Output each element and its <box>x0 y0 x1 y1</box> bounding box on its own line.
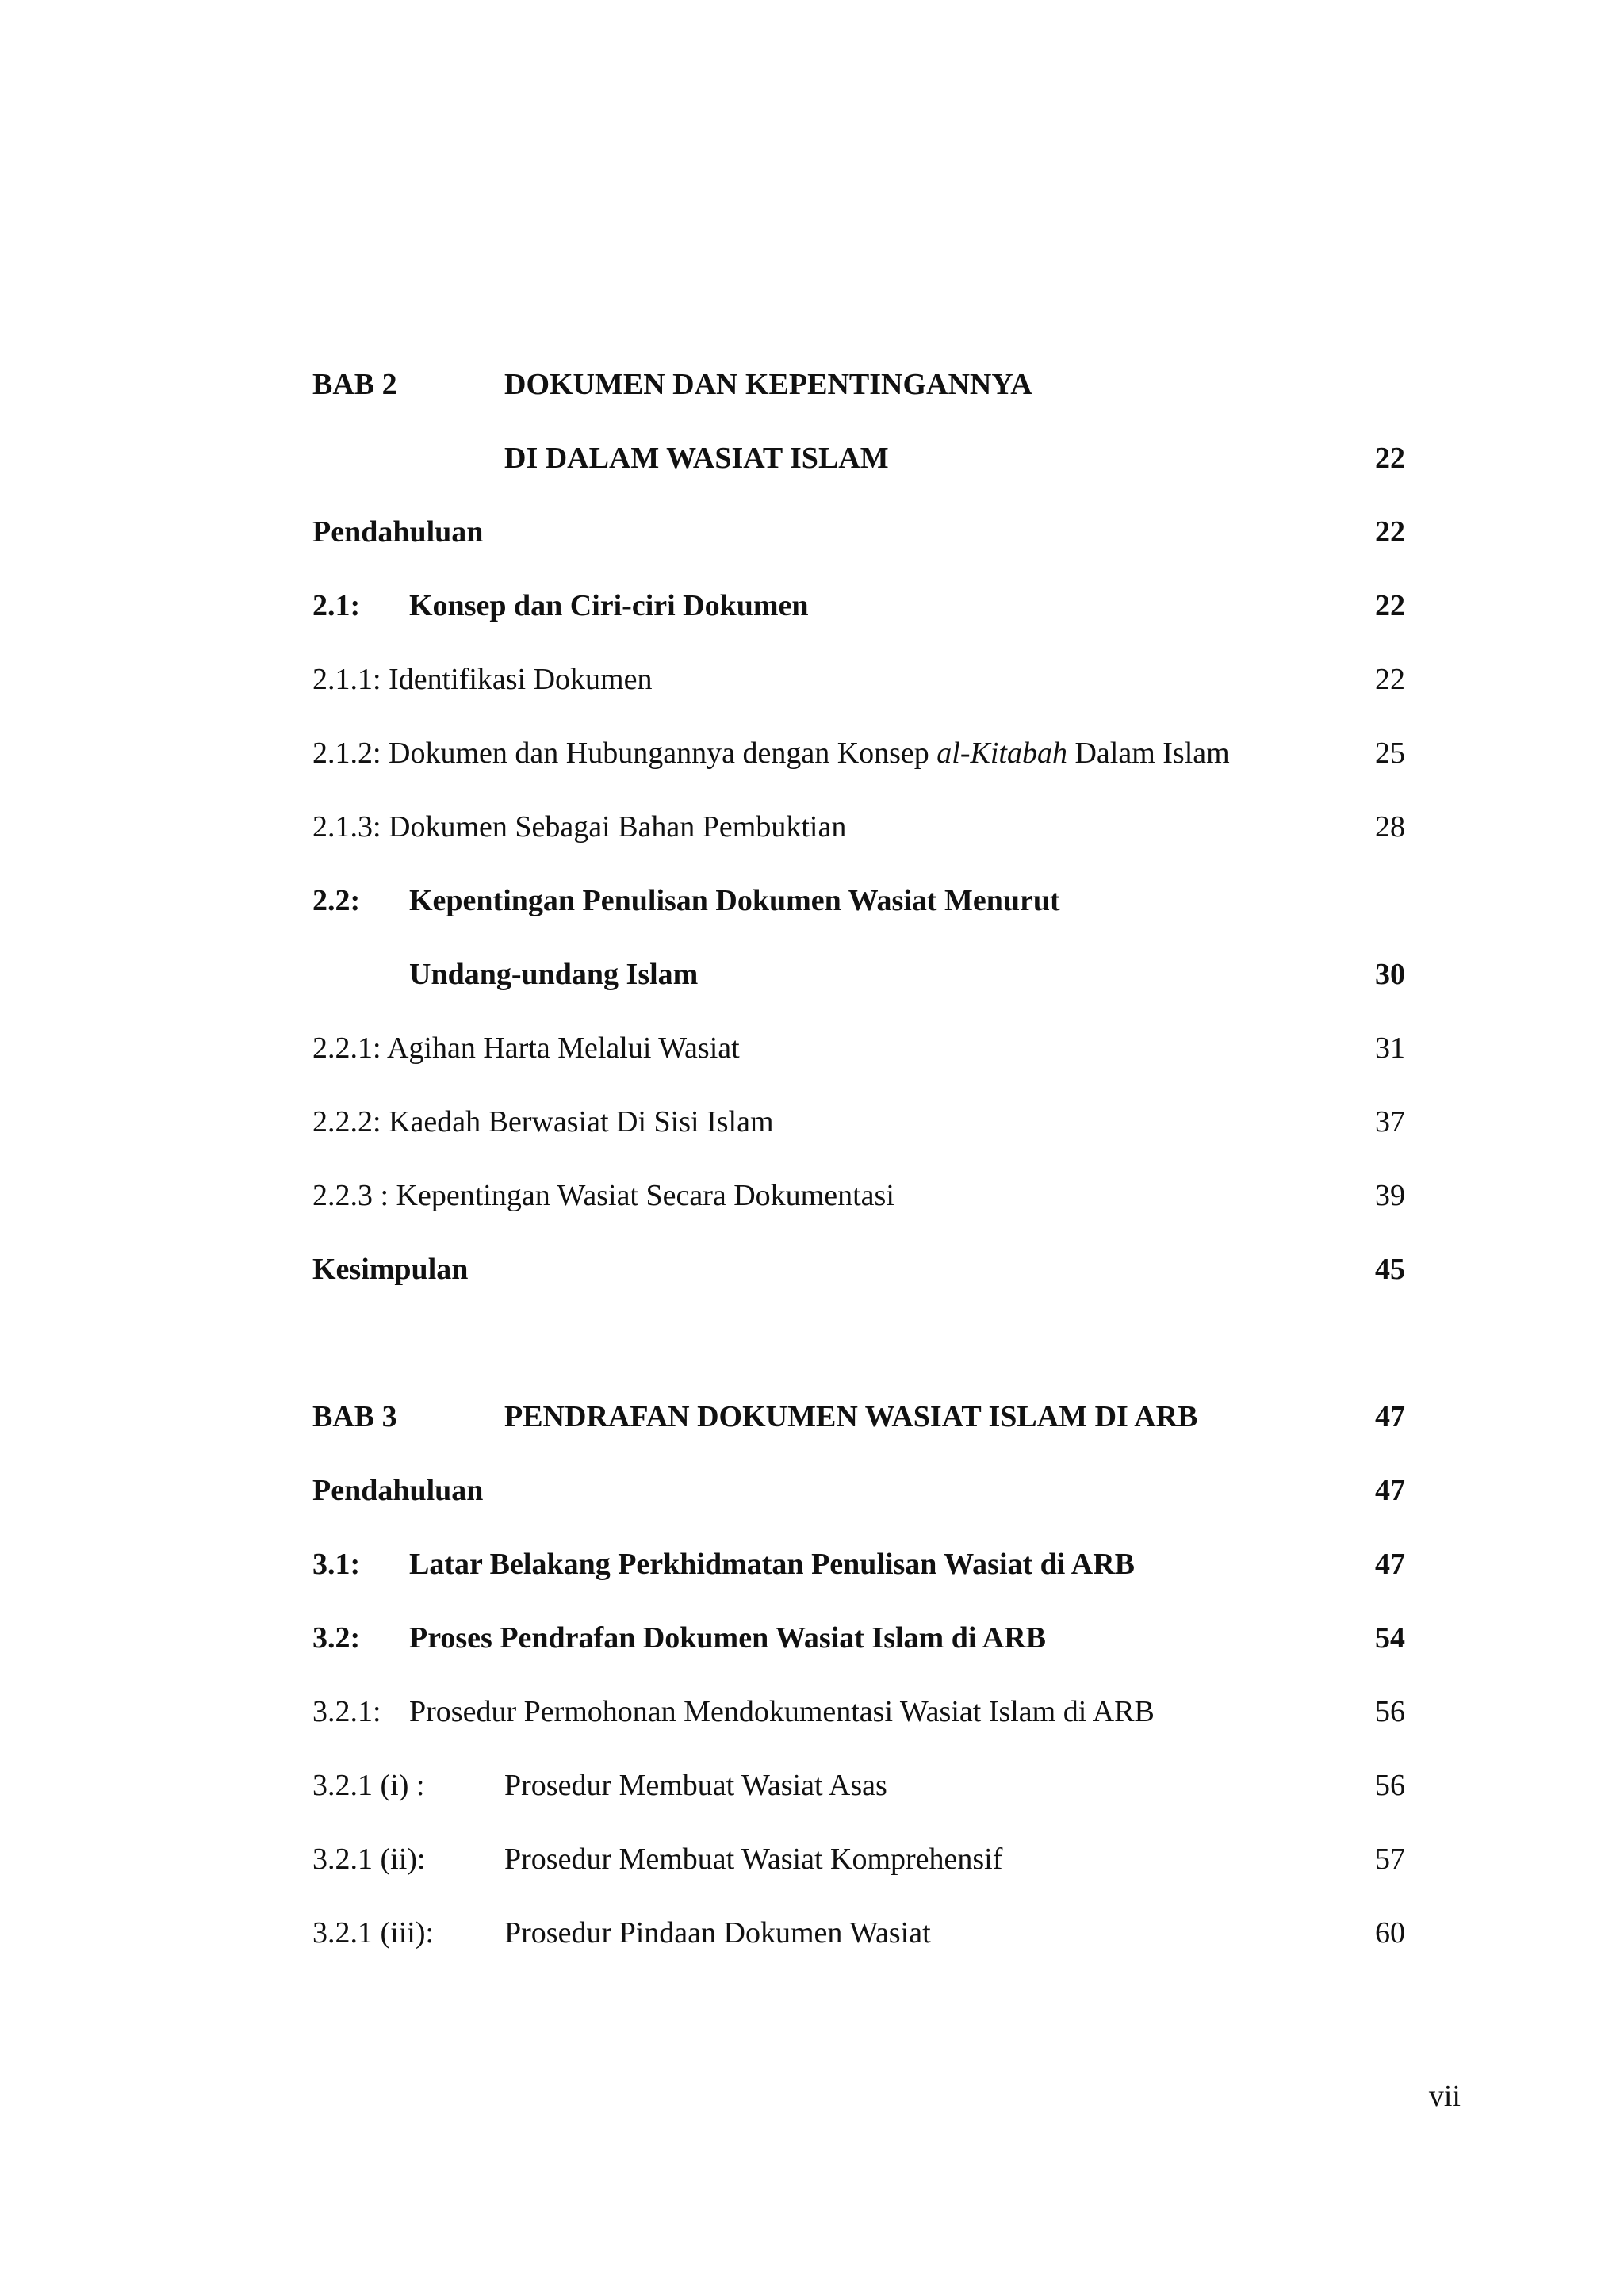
toc-entry-title: 2.2.1: Agihan Harta Melalui Wasiat <box>312 1031 740 1065</box>
toc-entry-title: Proses Pendrafan Dokumen Wasiat Islam di ARB <box>409 1621 1047 1655</box>
toc-page-number: 45 <box>1375 1253 1405 1286</box>
toc-chapter-3-heading <box>312 1393 1405 1441</box>
toc-entry-title: 2.1.1: Identifikasi Dokumen <box>312 663 653 696</box>
toc-entry-title: 2.2.3 : Kepentingan Wasiat Secara Dokumentasi <box>312 1179 894 1212</box>
toc-entry-2-2 <box>312 877 1405 924</box>
toc-page-number: 25 <box>1375 737 1405 770</box>
toc-page-number: 54 <box>1375 1621 1405 1655</box>
toc-page-number: 37 <box>1375 1105 1405 1138</box>
toc-entry-2-1-3 <box>312 803 1405 851</box>
footer-page-number: vii <box>1428 2080 1461 2113</box>
toc-entry-title: Prosedur Membuat Wasiat Komprehensif <box>504 1843 1003 1876</box>
chapter-title: PENDRAFAN DOKUMEN WASIAT ISLAM DI ARB <box>504 1400 1198 1433</box>
toc-page-number: 47 <box>1375 1400 1405 1433</box>
toc-entry-3-2-1-iii <box>312 1909 1405 1957</box>
toc-entry-2-1-1 <box>312 656 1405 703</box>
toc-entry-title-post: Dalam Islam <box>1067 737 1230 770</box>
toc-entry-2-1 <box>312 582 1405 629</box>
section-number: 3.2.1 (iii): <box>312 1916 435 1950</box>
toc-entry-title <box>312 729 1230 777</box>
toc-page-number: 56 <box>1375 1769 1405 1802</box>
toc-page-number: 22 <box>1375 663 1405 696</box>
toc-page-number: 22 <box>1375 589 1405 622</box>
toc-entry-2-2-2 <box>312 1098 1405 1146</box>
toc-entry-kesimpulan <box>312 1246 1405 1293</box>
section-number: 3.2.1 (ii): <box>312 1843 426 1876</box>
section-number: 3.2.1 (i) : <box>312 1769 425 1802</box>
toc-page-number: 56 <box>1375 1695 1405 1728</box>
toc-page-number: 57 <box>1375 1843 1405 1876</box>
section-number: 2.2: <box>312 884 361 917</box>
section-number: 3.1: <box>312 1548 361 1581</box>
toc-page-number: 39 <box>1375 1179 1405 1212</box>
section-number: 3.2: <box>312 1621 361 1655</box>
toc-entry-title: Konsep dan Ciri-ciri Dokumen <box>409 589 809 622</box>
toc-entry-title: Kesimpulan <box>312 1253 469 1286</box>
toc-entry-pendahuluan <box>312 508 1405 556</box>
toc-chapter-2-heading-line2 <box>312 434 1405 482</box>
toc-entry-title: Prosedur Membuat Wasiat Asas <box>504 1769 887 1802</box>
chapter-label: BAB 2 <box>312 368 397 401</box>
toc-entry-pendahuluan <box>312 1467 1405 1514</box>
toc-page-number: 30 <box>1375 958 1405 991</box>
toc-entry-title: Pendahuluan <box>312 1474 484 1507</box>
toc-entry-2-2-1 <box>312 1024 1405 1072</box>
toc-entry-title: Pendahuluan <box>312 515 484 549</box>
toc-page-number: 60 <box>1375 1916 1405 1950</box>
chapter-label: BAB 3 <box>312 1400 397 1433</box>
toc-entry-2-1-2 <box>312 729 1405 777</box>
toc-entry-title: 2.2.2: Kaedah Berwasiat Di Sisi Islam <box>312 1105 774 1138</box>
section-number: 2.1: <box>312 589 361 622</box>
toc-page-number: 47 <box>1375 1548 1405 1581</box>
toc-page-number: 28 <box>1375 810 1405 844</box>
toc-entry-title: Prosedur Pindaan Dokumen Wasiat <box>504 1916 931 1950</box>
toc-entry-title-pre: 2.1.2: Dokumen dan Hubungannya dengan Konsep <box>312 737 937 770</box>
toc-entry-3-2 <box>312 1614 1405 1662</box>
toc-entry-title-line2: Undang-undang Islam <box>409 958 699 991</box>
toc-page-number: 22 <box>1375 515 1405 549</box>
toc-entry-3-1 <box>312 1540 1405 1588</box>
toc-entry-3-2-1 <box>312 1688 1405 1735</box>
toc-entry-title: 2.1.3: Dokumen Sebagai Bahan Pembuktian <box>312 810 847 844</box>
toc-page-number: 47 <box>1375 1474 1405 1507</box>
toc-page-number: 22 <box>1375 442 1405 475</box>
toc-entry-title: Prosedur Permohonan Mendokumentasi Wasiat Islam di ARB <box>409 1695 1155 1728</box>
toc-entry-2-2-line2 <box>312 951 1405 998</box>
toc-entry-title: Latar Belakang Perkhidmatan Penulisan Wasiat di ARB <box>409 1548 1135 1581</box>
toc-entry-title-line1: Kepentingan Penulisan Dokumen Wasiat Menurut <box>409 884 1060 917</box>
toc-entry-3-2-1-ii <box>312 1835 1405 1883</box>
toc-entry-title-italic: al-Kitabah <box>936 737 1067 770</box>
toc-chapter-2-heading <box>312 361 1405 408</box>
toc-page-number: 31 <box>1375 1031 1405 1065</box>
chapter-title-line1: DOKUMEN DAN KEPENTINGANNYA <box>504 368 1032 401</box>
section-number: 3.2.1: <box>312 1695 381 1728</box>
toc-entry-2-2-3 <box>312 1172 1405 1219</box>
toc-entry-3-2-1-i <box>312 1762 1405 1809</box>
chapter-title-line2: DI DALAM WASIAT ISLAM <box>504 442 889 475</box>
